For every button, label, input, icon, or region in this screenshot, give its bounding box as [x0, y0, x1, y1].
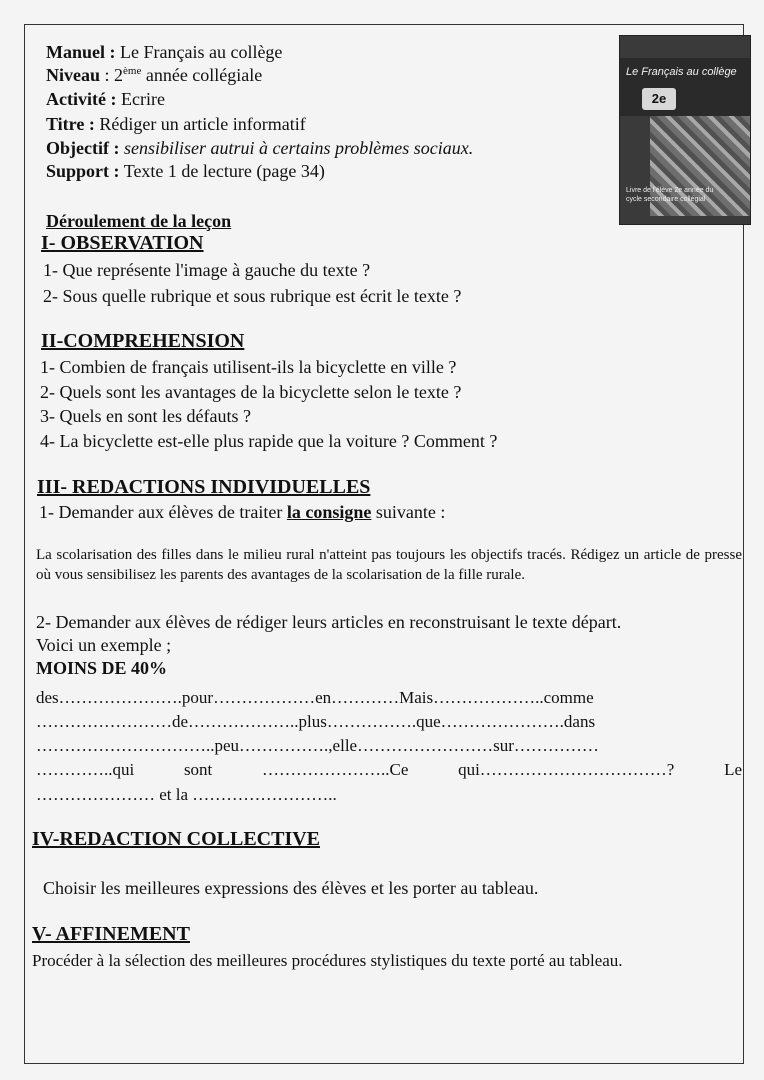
support-label: Support :: [46, 161, 120, 181]
cover-title: Le Français au collège: [626, 66, 737, 78]
exemple-label: Voici un exemple ;: [36, 635, 172, 655]
support-value: Texte 1 de lecture (page 34): [119, 161, 325, 181]
observation-heading: I- OBSERVATION: [41, 232, 204, 254]
fill4-e: Le: [724, 760, 742, 779]
fill4-b: sont: [183, 760, 213, 779]
affinement-text: Procéder à la sélection des meilleures procédures stylistiques du texte porté au tableau.: [32, 951, 623, 970]
comprehension-q2: 2- Quels sont les avantages de la bicyclette selon le texte ?: [40, 382, 462, 402]
comprehension-q4: 4- La bicyclette est-elle plus rapide que la voiture ? Comment ?: [40, 431, 498, 451]
deroulement-heading: Déroulement de la leçon: [46, 211, 232, 231]
objectif-value: sensibiliser autrui à certains problèmes sociaux.: [119, 138, 474, 158]
manuel-line: [46, 42, 282, 63]
objectif-line: [46, 138, 473, 159]
manuel-value: Le Français au collège: [115, 42, 283, 62]
consigne-text: La scolarisation des filles dans le milieu rural n'atteint pas toujours les objectifs tracés. Rédigez un article de presse où vous sensibilisez les parents des avantages de la scolarisation de la fille rurale.: [36, 547, 742, 583]
fill4-d: qui……………………………?: [458, 760, 675, 779]
titre-value: Rédiger un article informatif: [94, 114, 306, 134]
collective-text: Choisir les meilleures expressions des élèves et les porter au tableau.: [43, 878, 539, 898]
comprehension-heading: II-COMPREHENSION: [41, 330, 245, 352]
redactions-heading: III- REDACTIONS INDIVIDUELLES: [37, 476, 371, 498]
observation-q2: 2- Sous quelle rubrique et sous rubrique est écrit le texte ?: [43, 286, 462, 306]
objectif-label: Objectif :: [46, 138, 120, 158]
redactions-item1: [39, 502, 445, 523]
cover-subtitle: Livre de l'élève 2e année du cycle secondaire collégial: [626, 187, 714, 203]
comprehension-q3: 3- Quels en sont les défauts ?: [40, 406, 251, 426]
titre-label: Titre :: [46, 114, 95, 134]
activite-label: Activité :: [46, 89, 117, 109]
activite-value: Ecrire: [116, 89, 165, 109]
niveau-label: Niveau: [46, 65, 100, 85]
titre-line: [46, 114, 306, 135]
activite-line: [46, 89, 165, 110]
collective-heading: IV-REDACTION COLLECTIVE: [32, 828, 321, 850]
niveau-value-post: année collégiale: [141, 65, 263, 85]
fill-line-3: …………………………..peu…………….,elle……………………sur……………: [36, 736, 599, 755]
comprehension-q1: 1- Combien de français utilisent-ils la bicyclette en ville ?: [40, 357, 457, 377]
manuel-label: Manuel :: [46, 42, 116, 62]
book-cover-image: [619, 35, 751, 225]
fill-line-5: ………………… et la ……………………..: [36, 785, 337, 804]
fill4-a: …………..qui: [36, 760, 135, 779]
niveau-line: [46, 65, 262, 86]
fill-line-1: des………………….pour………………en…………Mais………………..comme: [36, 688, 594, 707]
item1-consigne: la consigne: [286, 502, 372, 522]
item1-post: suivante :: [371, 502, 446, 522]
item1-pre: 1- Demander aux élèves de traiter: [39, 502, 287, 522]
exemple-title: MOINS DE 40%: [36, 658, 168, 678]
redactions-item2: 2- Demander aux élèves de rédiger leurs articles en reconstruisant le texte départ.: [36, 612, 622, 632]
niveau-value-pre: : 2: [100, 65, 124, 85]
cover-level: 2e: [642, 88, 676, 110]
fill-line-4: [36, 760, 742, 780]
affinement-heading: V- AFFINEMENT: [32, 923, 190, 945]
niveau-sup: ème: [123, 65, 142, 77]
fill-line-2: ……………………de………………..plus…………….que………………….dans: [36, 712, 596, 731]
fill4-c: …………………..Ce: [261, 760, 409, 779]
support-line: [46, 161, 325, 182]
observation-q1: 1- Que représente l'image à gauche du texte ?: [43, 260, 371, 280]
